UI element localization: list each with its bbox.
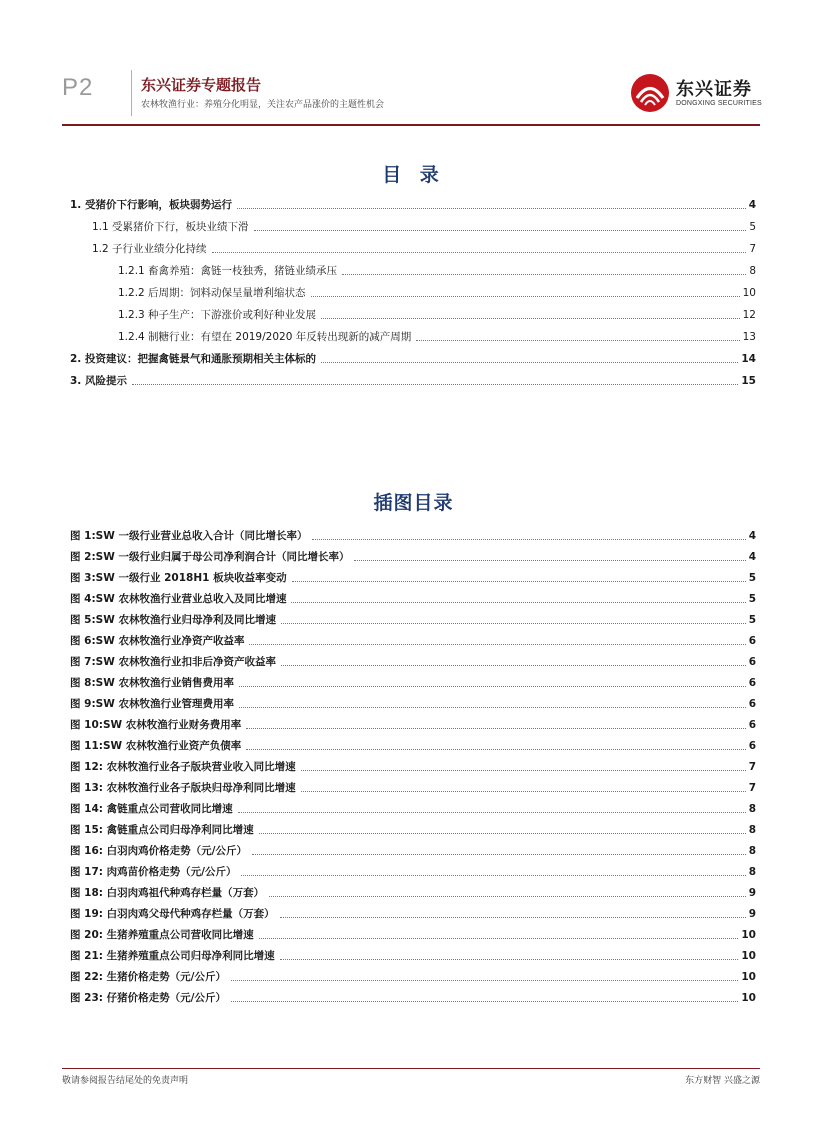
toc-entry-label: 1.2 子行业业绩分化持续 [92,243,207,255]
toc-entry[interactable] [70,196,756,212]
dot-leader [239,686,746,687]
figure-entry-page: 9 [748,887,756,899]
figure-entry-label: 图 1:SW 一级行业营业总收入合计（同比增长率） [70,530,308,542]
figure-entry-label: 图 18: 白羽肉鸡祖代种鸡存栏量（万套） [70,887,265,899]
figure-entry[interactable] [70,800,756,816]
figure-entry-label: 图 23: 仔猪价格走势（元/公斤） [70,992,226,1004]
figure-entry[interactable] [70,695,756,711]
figure-entry-label: 图 17: 肉鸡苗价格走势（元/公斤） [70,866,237,878]
toc-entry-page: 7 [749,243,756,255]
footer-slogan: 东方财智 兴盛之源 [685,1076,760,1086]
figure-entry[interactable] [70,632,756,648]
toc-entry-label: 1.2.2 后周期：饲料动保呈量增利缩状态 [118,287,306,299]
figure-entry-page: 10 [741,971,756,983]
figure-entry-page: 9 [748,908,756,920]
figure-entry[interactable] [70,842,756,858]
figure-entry[interactable] [70,569,756,585]
figure-entry-page: 6 [748,719,756,731]
report-subtitle: 农林牧渔行业：养殖分化明显，关注农产品涨价的主题性机会 [141,100,385,110]
dot-leader [239,707,746,708]
dot-leader [238,812,746,813]
figure-entry-page: 6 [748,698,756,710]
figure-entry-page: 4 [748,551,756,563]
figure-entry[interactable] [70,611,756,627]
figure-entry-page: 8 [748,803,756,815]
figure-entry-page: 6 [748,740,756,752]
dot-leader [301,770,746,771]
toc-entry[interactable] [70,262,756,278]
figure-entry[interactable] [70,716,756,732]
figure-entry[interactable] [70,884,756,900]
toc-entry-page: 10 [742,287,756,299]
toc-entry-label: 1.2.3 种子生产：下游涨价或利好种业发展 [118,309,317,321]
footer-disclaimer: 敬请参阅报告结尾处的免责声明 [62,1076,189,1086]
figure-entry-page: 4 [748,530,756,542]
figure-entry-page: 6 [748,677,756,689]
dot-leader [252,854,746,855]
report-series-title: 东兴证券专题报告 [141,76,262,94]
dot-leader [246,728,745,729]
figure-entry[interactable] [70,989,756,1005]
figure-entry-label: 图 10:SW 农林牧渔行业财务费用率 [70,719,242,731]
dot-leader [416,340,739,341]
figure-list-title: 插图目录 [373,492,454,514]
dot-leader [246,749,745,750]
toc-entry-page: 8 [749,265,756,277]
toc-entry[interactable] [70,240,756,256]
figure-entry-label: 图 3:SW 一级行业 2018H1 板块收益率变动 [70,572,287,584]
figure-entry-label: 图 12: 农林牧渔行业各子版块营业收入同比增速 [70,761,296,773]
dot-leader [259,833,746,834]
figure-entry-page: 6 [748,656,756,668]
toc-entry-label: 2. 投资建议：把握禽链景气和通胀预期相关主体标的 [70,353,316,365]
toc-entry[interactable] [70,306,756,322]
toc-entry-page: 12 [742,309,756,321]
figure-entry[interactable] [70,926,756,942]
figure-entry[interactable] [70,737,756,753]
toc-entry-label: 1.2.4 制糖行业：有望在 2019/2020 年反转出现新的减产周期 [118,331,412,343]
figure-entry-label: 图 21: 生猪养殖重点公司归母净利同比增速 [70,950,275,962]
toc-entry-page: 15 [741,375,756,387]
figure-entry-page: 5 [748,593,756,605]
toc-entry-label: 1. 受猪价下行影响，板块弱势运行 [70,199,232,211]
dot-leader [237,208,746,209]
dot-leader [281,623,746,624]
figure-entry[interactable] [70,905,756,921]
toc-title: 目 录 [382,164,445,186]
toc-entry-page: 5 [749,221,756,233]
logo-text-cn: 东兴证券 [676,79,752,100]
figure-entry-label: 图 13: 农林牧渔行业各子版块归母净利同比增速 [70,782,296,794]
figure-entry-page: 5 [748,572,756,584]
toc-entry-page: 4 [748,199,756,211]
figure-entry-page: 8 [748,866,756,878]
figure-entry[interactable] [70,968,756,984]
toc-entry-page: 14 [741,353,756,365]
toc-entry[interactable] [70,350,756,366]
dot-leader [254,230,747,231]
figure-entry-label: 图 5:SW 农林牧渔行业归母净利及同比增速 [70,614,276,626]
figure-entry[interactable] [70,527,756,543]
toc-entry[interactable] [70,218,756,234]
figure-entry[interactable] [70,863,756,879]
figure-entry[interactable] [70,947,756,963]
toc-entry-page: 13 [742,331,756,343]
dot-leader [321,362,738,363]
dot-leader [281,665,746,666]
figure-entry-label: 图 14: 禽链重点公司营收同比增速 [70,803,233,815]
dot-leader [259,938,739,939]
figure-entry-label: 图 4:SW 农林牧渔行业营业总收入及同比增速 [70,593,287,605]
dongxing-logo-icon [630,73,670,113]
dot-leader [241,875,745,876]
figure-entry-page: 10 [741,950,756,962]
toc-entry[interactable] [70,372,756,388]
figure-entry[interactable] [70,653,756,669]
dot-leader [312,539,745,540]
dongxing-logo [630,73,765,117]
figure-entry[interactable] [70,674,756,690]
figure-entry-label: 图 16: 白羽肉鸡价格走势（元/公斤） [70,845,247,857]
toc-entry[interactable] [70,284,756,300]
figure-entry-page: 7 [748,782,756,794]
figure-entry-page: 10 [741,929,756,941]
figure-entry-page: 5 [748,614,756,626]
dot-leader [354,560,745,561]
figure-entry-page: 7 [748,761,756,773]
logo-text-en: DONGXING SECURITIES [676,100,762,107]
dot-leader [311,296,740,297]
dot-leader [231,1001,738,1002]
dot-leader [212,252,747,253]
figure-entry-label: 图 19: 白羽肉鸡父母代种鸡存栏量（万套） [70,908,275,920]
figure-entry-label: 图 15: 禽链重点公司归母净利同比增速 [70,824,254,836]
figure-entry-page: 10 [741,992,756,1004]
toc-entry[interactable] [70,328,756,344]
figure-entry-label: 图 11:SW 农林牧渔行业资产负债率 [70,740,242,752]
figure-entry[interactable] [70,779,756,795]
header-divider [131,70,132,116]
figure-entry-label: 图 8:SW 农林牧渔行业销售费用率 [70,677,234,689]
figure-entry[interactable] [70,821,756,837]
figure-entry[interactable] [70,758,756,774]
footer-rule [62,1068,760,1069]
toc-entry-label: 1.2.1 畜禽养殖：禽链一枝独秀，猪链业绩承压 [118,265,338,277]
figure-entry-label: 图 22: 生猪价格走势（元/公斤） [70,971,226,983]
figure-entry-label: 图 6:SW 农林牧渔行业净资产收益率 [70,635,245,647]
page-number: P2 [62,74,94,101]
toc-entry-label: 3. 风险提示 [70,375,127,387]
figure-entry[interactable] [70,548,756,564]
dot-leader [292,581,746,582]
toc-entry-label: 1.1 受累猪价下行，板块业绩下滑 [92,221,249,233]
figure-entry-page: 8 [748,845,756,857]
dot-leader [269,896,746,897]
header-rule [62,124,760,126]
figure-entry-page: 8 [748,824,756,836]
dot-leader [280,917,746,918]
figure-entry-page: 6 [748,635,756,647]
figure-entry-label: 图 20: 生猪养殖重点公司营收同比增速 [70,929,254,941]
figure-entry-label: 图 2:SW 一级行业归属于母公司净利润合计（同比增长率） [70,551,350,563]
dot-leader [249,644,745,645]
dot-leader [291,602,745,603]
figure-entry-label: 图 7:SW 农林牧渔行业扣非后净资产收益率 [70,656,276,668]
dot-leader [280,959,739,960]
dot-leader [301,791,746,792]
figure-entry[interactable] [70,590,756,606]
figure-entry-label: 图 9:SW 农林牧渔行业管理费用率 [70,698,234,710]
dot-leader [231,980,738,981]
dot-leader [132,384,738,385]
dot-leader [321,318,740,319]
dot-leader [342,274,746,275]
